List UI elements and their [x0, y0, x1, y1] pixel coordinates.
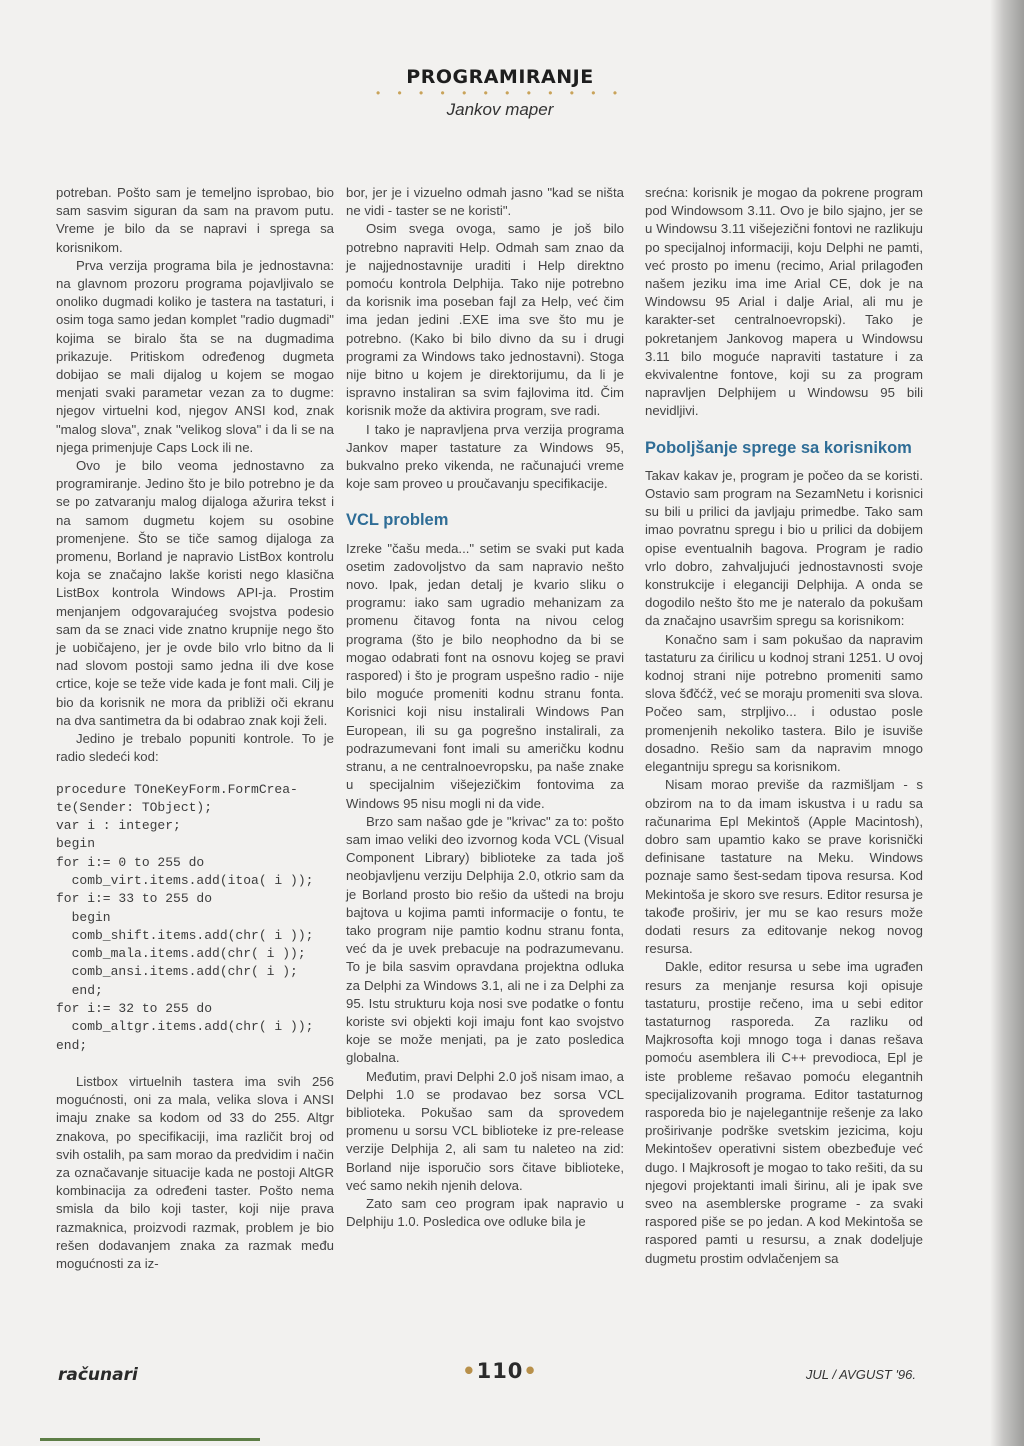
paragraph: Međutim, pravi Delphi 2.0 još nisam imao, a Delphi 1.0 se prodavao bez sorsa VCL biblioteka. Pokušao sam da sprovedem promenu u sorsu VCL biblioteke iz pre-release verzije Delphija 2, ali sam tu naleteo na zid: Borland nije isporučio sors čitave biblioteke, već samo nekih njenih delova. [346, 1068, 624, 1193]
page-header [0, 66, 1000, 120]
paragraph: potreban. Pošto sam je temeljno isprobao, bio sam sasvim siguran da sam na pravom putu. Vreme je bilo da se napravi i sprega sa korisnikom. [56, 185, 334, 255]
page-number-value: 110 [476, 1359, 524, 1383]
subheading-user-interface: Poboljšanje sprege sa korisnikom [645, 438, 912, 457]
paragraph: Konačno sam i sam pokušao da napravim tastaturu za ćirilicu u kodnoj strani 1251. U ovoj kodnoj strani nije potrebno promeniti samo slova šđčćž, već se moraju promeniti sva slova. Počeo sam, strpljivo... i odustao posle promenjenih nekoliko tastera. Bilo je isuviše dosadno. Rešio sam da napravim mnogo elegantniju spregu sa korisnikom. [645, 631, 923, 775]
paragraph: Prva verzija programa bila je jednostavna: na glavnom prozoru programa pojavljivalo se onoliko dugmadi koliko je tastera na tastaturi, i osim toga samo jedan komplet "radio dugmadi" kojima se biralo šta se na dugmadima prikazuje. Pritiskom određenog dugmeta dobijao se mali dijalog u kojem se mogao menjati svaki parametar vezan za to dugme: njegov virtuelni kod, njegov ANSI kod, znak "malog slova", znak "velikog slova" i da li se na njega primenjuje Caps Lock ili ne. [56, 257, 334, 455]
paragraph: Osim svega ovoga, samo je još bilo potrebno napraviti Help. Odmah sam znao da je najjednostavnije uraditi i Help direktno pomoću kontrola Delphija. Tako nije potrebno da korisnik ima poseban fajl za Help, već čim ima jedan jedini .EXE ima sve što mu je potrebno. (Kako bi bilo divno da su i drugi programi za Windows tako jednostavni). Stoga nije bitno u kojem je direktorijumu, da li je ispravno instaliran sa svim fajlovima itd. Čim korisnik može da aktivira program, sve radi. [346, 221, 624, 419]
dot-icon: • [462, 1359, 477, 1383]
paragraph: srećna: korisnik je mogao da pokrene program pod Windowsom 3.11. Ovo je bilo sjajno, jer se u Windowsu 3.11 višejezični fontovi ne razlikuju po specijalnoj informaciji, koju Delphi ne pamti, već prosto po imenu (recimo, Arial prilagođen našem jeziku ima ime Arial CE, dok je na Windowsu 95 Arial i dalje Arial, ali mu je karakter-set centralnoevropski). Tako je pokretanjem Jankovog mapera u Windowsu 3.11 bilo moguće napraviti tastature i za ekvivalentne fontove, koji su za program napravljen Delphijem u Windowsu 95 bili nevidljivi. [645, 185, 923, 419]
issue-date: JUL / AVGUST '96. [805, 1367, 916, 1382]
column-3 [645, 184, 923, 1268]
paragraph: Zato sam ceo program ipak napravio u Delphiju 1.0. Posledica ove odluke bila je [346, 1195, 624, 1230]
magazine-logo: računari [58, 1365, 138, 1385]
dot-icon: • [523, 1359, 538, 1383]
paragraph: Brzo sam našao gde je "krivac" za to: pošto sam imao veliki deo izvornog koda VCL (Visual Component Library) biblioteke za tada još neobjavljenu verziju Delphija 2.0, otkrio sam da je Borland prosto bio rešio da uštedi na broju bajtova u kojima pamti informacije o fontu, te tako program nije pamtio kodnu stranu fonta, već da je uvek prebacuje na podrazumevanu. To je bila sasvim opravdana projektna odluka za Delphi za Windows 3.1, ali ne i za Delphi za 95. Istu strukturu koja nosi sve podatke o fontu koriste svi objekti koji imaju font kao svojstvo koje se može menjati, pa je zato posledica globalna. [346, 813, 624, 1066]
section-title: PROGRAMIRANJE [406, 66, 594, 88]
article-subtitle: Jankov maper [446, 100, 554, 119]
column-1 [56, 184, 334, 1273]
paragraph: Izreke "čašu meda..." setim se svaki put kada osetim zadovoljstvo da sam napravio nešto novo. Ipak, jedan detalj je kvario sliku o programu: iako sam ugradio mehanizam za promenu čitavog fonta na nivou celog programa (što je bilo neophodno da bi se mogao odabrati font na osnovu kojeg se pravi raspored) i što je program uspešno radio - nije bilo moguće promeniti kodnu stranu fonta. Korisnici koji nisu instalirali Windows Pan European, ili su ga pogrešno instalirali, za podrazumevani font imali su američku kodnu stranu, a ne centralnoevropsku, pa naše znake u specijalnim višejezičkim fontovima za Windows 95 nisu mogli ni da vide. [346, 540, 624, 811]
subheading-vcl-problem: VCL problem [346, 511, 449, 530]
column-2 [346, 184, 624, 1231]
paragraph: Jedino je trebalo popuniti kontrole. To je radio sledeći kod: [56, 731, 334, 765]
paragraph: I tako je napravljena prva verzija programa Jankov maper tastature za Windows 95, bukvalno preko vikenda, ne računajući vreme koje sam proveo u proučavanju specifikacije. [346, 421, 624, 492]
paragraph: bor, jer je i vizuelno odmah jasno "kad se ništa ne vidi - taster se ne koristi". [346, 185, 624, 219]
code-listing: procedure TOneKeyForm.FormCrea- te(Sender: TObject); var i : integer; begin for i:= 0 to 255 do comb_virt.items.add(itoa( i )); for i:= 33 to 255 do begin comb_shift.items.add(chr( i )); comb_mala.items.add(chr( i )); comb_ansi.items.add(chr( i ); end; for i:= 32 to 255 do comb_altgr.items.add(chr( i )); end; [56, 781, 314, 1053]
paragraph: Dakle, editor resursa u sebe ima ugrađen resurs za menjanje resursa koji opisuje tastaturu, prostije rečeno, ima u sebi editor tastaturnog rasporeda. Za razliku od Majkrosofta koji mnogo toga i danas rešava pomoću asemblera ili C++ prevodioca, Epl je iste probleme rešavao pomoću elegantnih specijalizovanih programa. Editor tastaturnog rasporeda bio je najelegantnije rešenje za lako proširivanje podrške svetskim jezicima, koju Mekintošev operativni sistem obezbeđuje već dugo. I Majkrosoft je mogao to tako rešiti, da su njegovi projektanti imali širinu, ali je ipak sve sveo na asemblerske programe - za svaki raspored piše se po jedan. A kod Mekintoša se raspored pamti u resursu, a znak dodeljuje dugmetu prostim odvlačenjem sa [645, 959, 923, 1266]
page-edge-shadow [990, 0, 1024, 1446]
bottom-color-bar [40, 1438, 260, 1441]
paragraph: Nisam morao previše da razmišljam - s obzirom na to da imam iskustva i u radu sa računarima Epl Mekintoš (Apple Macintosh), dobro sam upamtio kako se prave korisnički definisane tastature na Meku. Windows poznaje samo šest-sedam tipova resursa. Kod Mekintoša je skoro sve resurs. Editor resursa je takođe proširiv, jer mu se kao resurs može dodati resurs za editovanje nekog novog resursa. [645, 777, 923, 957]
paragraph: Takav kakav je, program je počeo da se koristi. Ostavio sam program na SezamNetu i korisnici su bili u prilici da javljaju primedbe. Tako sam imao povratnu spregu i bio u prilici da dobijem opise eventualnih bagova. Program je radio vrlo dobro, zahvaljujući jednostavnosti svoje konstrukcije i eleganciji Delphija. A onda se dogodilo nešto što me je nateralo da pokušam da značajno usavršim spregu sa korisnikom: [645, 467, 923, 629]
paragraph: Listbox virtuelnih tastera ima svih 256 mogućnosti, oni za mala, velika slova i ANSI imaju znake sa kodom od 33 do 255. Altgr znakova, po specifikaciji, ima različit broj od svih ostalih, pa sam morao da predvidim i način za označavanje situacije kada ne postoji AltGR kombinacija za određeni taster. Pošto nema smisla da bilo koji taster, koji nije prava razmaknica, proizvodi razmak, problem je bio rešen dodavanjem znaka za razmak među mogućnosti za iz- [56, 1073, 334, 1271]
decorative-dots: • • • • • • • • • • • • [375, 86, 625, 100]
paragraph: Ovo je bilo veoma jednostavno za programiranje. Jedino što je bilo potrebno je da se po zatvaranju malog dijaloga ažurira tekst i na samom dugmetu kojem su osobine promenjene. Što se tiče samog dijaloga za promenu, Borland je napravio ListBox kontrolu koja se značajno lakše koristi nego klasična ListBox kontrola Windows API-ja. Prostim menjanjem odgovarajućeg svojstva podesio sam da se znaci vide znatno krupnije nego što je uobičajeno, jer je ovde bilo vrlo bitno da li nad slovom postoji samo jedna ili dve kose crtice, koje se teže vide kada je font mali. Cilj je bio da korisnik ne mora da približi oči ekranu na dva santimetra da bi odabrao znak koji želi. [56, 458, 334, 728]
